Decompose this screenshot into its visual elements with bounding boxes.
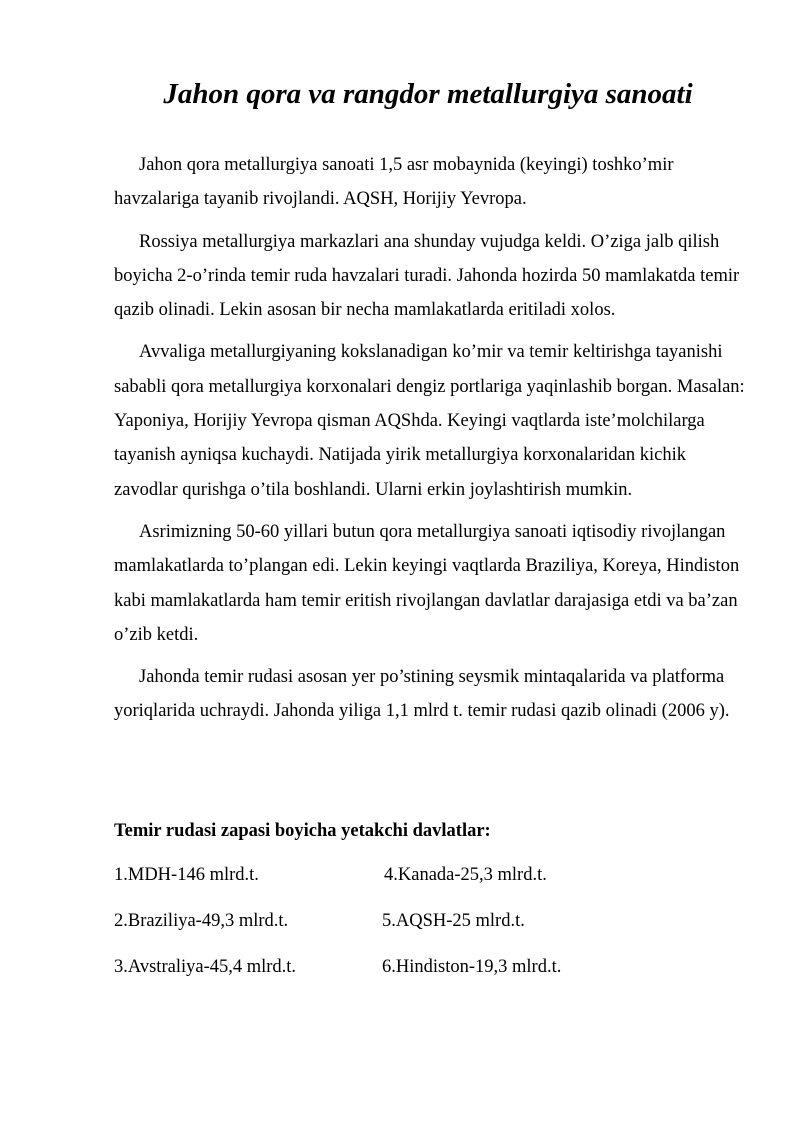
paragraph: Jahonda temir rudasi asosan yer po’stining seysmik mintaqalarida va platforma yoriqlarida uchraydi. Jahonda yiliga 1,1 mlrd t. temir rudasi qazib olinadi (2006 y).	[114, 667, 730, 722]
list-item	[114, 860, 734, 906]
body-text	[114, 148, 746, 737]
leaders-list	[114, 860, 734, 998]
paragraph: Avvaliga metallurgiyaning kokslanadigan ko’mir va temir keltirishga tayanishi sababli qora metallurgiya korxonalari dengiz portlariga yaqinlashib borgan. Masalan: Yaponiya, Horijiy Yevropa qisman AQShda. Keyingi vaqtlarda iste’molchilarga tayanish ayniqsa kuchaydi. Natijada yirik metallurgiya korxonalaridan kichik zavodlar qurishga o’tila boshlandi. Ularni erkin joylashtirish mumkin.	[114, 342, 745, 500]
leader-entry: 4.Kanada-25,3 mlrd.t.	[384, 865, 547, 885]
list-item	[114, 952, 734, 998]
leader-entry: 2.Braziliya-49,3 mlrd.t.	[114, 911, 289, 931]
leaders-heading: Temir rudasi zapasi boyicha yetakchi davlatlar:	[114, 821, 491, 841]
paragraph: Rossiya metallurgiya markazlari ana shunday vujudga keldi. O’ziga jalb qilish boyicha 2-o’rinda temir ruda havzalari turadi. Jahonda hozirda 50 mamlakatda temir qazib olinadi. Lekin asosan bir necha mamlakatlarda eritiladi xolos.	[114, 231, 740, 321]
list-item	[114, 906, 734, 952]
leader-entry: 5.AQSH-25 mlrd.t.	[382, 911, 525, 931]
leader-entry: 1.MDH-146 mlrd.t.	[114, 865, 259, 885]
paragraph: Jahon qora metallurgiya sanoati 1,5 asr mobaynida (keyingi) toshko’mir havzalariga tayanib rivojlandi. AQSH, Horijiy Yevropa.	[114, 155, 674, 210]
paragraph: Asrimizning 50-60 yillari butun qora metallurgiya sanoati iqtisodiy rivojlangan mamlakatlarda to’plangan edi. Lekin keyingi vaqtlarda Braziliya, Koreya, Hindiston kabi mamlakatlarda ham temir eritish rivojlangan davlatlar darajasiga etdi va ba’zan o’zib ketdi.	[114, 521, 740, 645]
document-title: Jahon qora va rangdor metallurgiya sanoati	[163, 78, 693, 110]
leader-entry: 3.Avstraliya-45,4 mlrd.t.	[114, 957, 297, 977]
leader-entry: 6.Hindiston-19,3 mlrd.t.	[382, 957, 562, 977]
